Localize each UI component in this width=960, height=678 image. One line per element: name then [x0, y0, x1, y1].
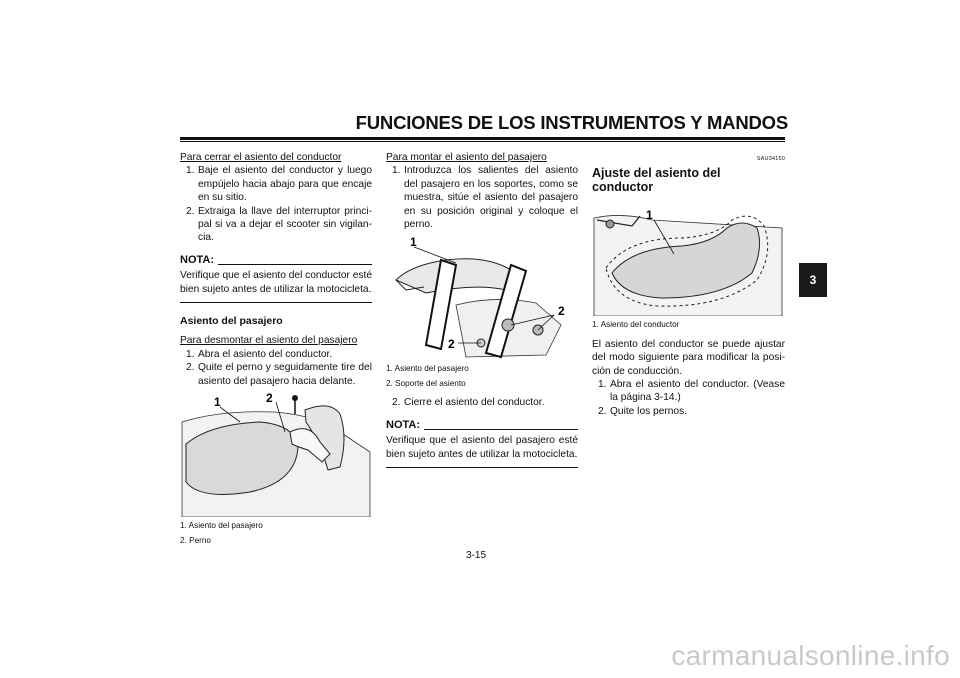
- step-number: 2.: [186, 362, 195, 374]
- step-text: Introduzca los salientes del asiento del pasajero en los soportes, como se muestra, sitúe el asiento del pasajero en su posición original y coloque el perno.: [404, 165, 578, 231]
- figure-callout-1: 1: [214, 395, 221, 410]
- steps-remove-passenger-seat: [180, 348, 372, 388]
- list-item: [592, 405, 785, 418]
- step-number: 1.: [598, 378, 607, 390]
- header-rule-thin: [180, 141, 785, 142]
- passenger-seat-removal-figure: [180, 392, 372, 517]
- page-title: FUNCIONES DE LOS INSTRUMENTOS Y MANDOS: [355, 112, 788, 133]
- subtitle-install-passenger-seat: Para montar el asiento del pasajero: [386, 152, 547, 163]
- nota-end-rule: [386, 467, 578, 468]
- figure-caption-2: 2. Perno: [180, 535, 211, 545]
- list-item: [180, 348, 372, 361]
- list-item: [386, 164, 578, 231]
- chapter-tab-label: 3: [809, 273, 817, 287]
- step-text: Quite el perno y seguidamente tire del asiento del pasajero hacia delante.: [198, 362, 372, 387]
- section-code: SAU34150: [756, 156, 785, 162]
- nota-text: Verifique que el asiento del pasajero esté bien sujeto antes de utilizar la motocicleta.: [386, 435, 578, 460]
- list-item: [180, 205, 372, 245]
- figure-callout-2: 2: [266, 392, 273, 406]
- step-text: Abra el asiento del conductor. (Vease la página 3-14.): [610, 378, 785, 404]
- step-number: 1.: [186, 165, 195, 177]
- step-text: Cierre el asiento del conductor.: [404, 397, 545, 409]
- list-item: [592, 378, 785, 405]
- section-title-driver-seat-adjust: Ajuste del asiento del conductor: [592, 166, 721, 194]
- step-number: 2.: [598, 405, 607, 417]
- figure-callout-1: 1: [410, 235, 417, 250]
- figure-caption-2: 2. Soporte del asiento: [386, 378, 466, 388]
- nota-header: [180, 254, 372, 267]
- driver-seat-figure: [592, 198, 784, 316]
- figure-callout-2b: 2: [448, 337, 455, 352]
- nota-end-rule: [180, 302, 372, 303]
- steps-close-driver-seat: [180, 164, 372, 244]
- figure-caption-1: 1. Asiento del conductor: [592, 320, 680, 330]
- steps-install-passenger-seat: [386, 164, 578, 231]
- nota-label: NOTA:: [386, 418, 421, 431]
- steps-close-driver-seat-2: [386, 396, 578, 409]
- column-2: [386, 151, 578, 468]
- figure-caption-1: 1. Asiento del pasajero: [180, 521, 263, 531]
- figure-callout-1: 1: [646, 208, 653, 223]
- figure-callout-2a: 2: [558, 304, 565, 319]
- passenger-seat-install-figure: [386, 235, 578, 360]
- step-number: 2.: [392, 397, 401, 409]
- step-number: 2.: [186, 205, 195, 217]
- column-1: [180, 151, 372, 546]
- watermark: carmanualsonline.info: [671, 640, 950, 671]
- subtitle-close-driver-seat: Para cerrar el asiento del conductor: [180, 152, 342, 163]
- subtitle-remove-passenger-seat: Para desmontar el asiento del pasajero: [180, 335, 358, 347]
- page-number: 3-15: [466, 550, 487, 561]
- list-item: [386, 396, 578, 409]
- list-item: [180, 361, 372, 388]
- steps-adjust-driver-seat: [592, 378, 785, 418]
- list-item: [180, 164, 372, 204]
- figure-caption-1: 1. Asiento del pasajero: [386, 364, 469, 374]
- column-3: [592, 151, 785, 418]
- nota-text: Verifique que el asiento del conductor esté bien sujeto antes de utilizar la motocicleta.: [180, 270, 372, 295]
- header-rule: [180, 137, 785, 140]
- adjust-paragraph: El asiento del conductor se puede ajustar del modo siguiente para modificar la posi-ción de conducción.: [592, 338, 785, 377]
- nota-rule: [424, 429, 578, 430]
- section-title-passenger-seat: Asiento del pasajero: [180, 315, 283, 328]
- nota-header: [386, 419, 578, 432]
- chapter-tab[interactable]: [799, 263, 827, 297]
- step-number: 1.: [392, 165, 401, 177]
- step-text: Extraiga la llave del interruptor princi-pal si va a dejar el scooter sin vigilan-cia.: [198, 205, 372, 244]
- nota-rule: [218, 264, 372, 265]
- step-text: Quite los pernos.: [610, 405, 688, 417]
- step-text: Baje el asiento del conductor y luego empújelo hacia abajo para que encaje en su sitio.: [198, 165, 372, 204]
- step-number: 1.: [186, 348, 195, 360]
- step-text: Abra el asiento del conductor.: [198, 348, 333, 360]
- nota-label: NOTA:: [180, 253, 215, 266]
